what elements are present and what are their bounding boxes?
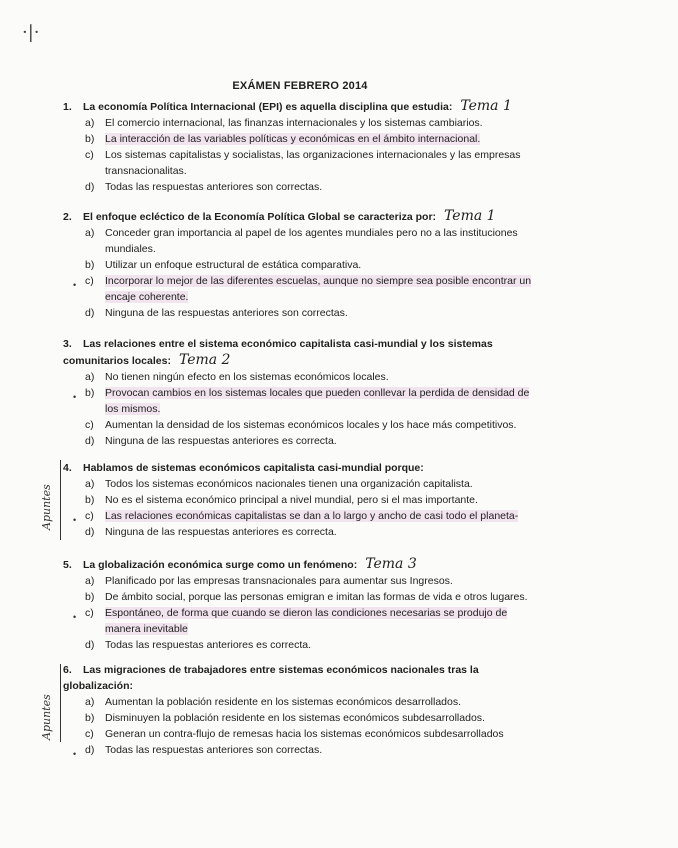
option-text-highlighted: La interacción de las variables políticas y económicas en el ámbito internacional. [105,133,481,145]
question-header [63,208,533,225]
option-d [63,433,533,449]
option-c [63,508,533,524]
question-2 [63,208,533,321]
handwritten-note: Tema 1 [460,98,512,114]
question-number: 4. [63,462,72,474]
corner-handwritten-mark: ·|· [22,22,40,43]
option-a [63,573,533,589]
option-text: Ninguna de las respuestas anteriores es correcta. [105,526,337,538]
option-c [63,147,533,179]
option-b [63,589,533,605]
option-letter: a) [85,117,95,129]
option-a [63,694,533,710]
question-number: 1. [63,101,72,113]
option-letter: a) [85,696,95,708]
option-b [63,131,533,147]
question-number: 5. [63,559,72,571]
option-letter: b) [85,591,95,603]
option-text: No es el sistema económico principal a nivel mundial, pero si el mas importante. [105,494,478,506]
option-b [63,257,533,273]
option-letter: b) [85,712,95,724]
question-4 [63,460,533,540]
option-d [63,524,533,540]
option-a [63,225,533,257]
option-b [63,492,533,508]
option-letter: c) [85,419,94,431]
question-text: Hablamos de sistemas económicos capitalista casi-mundial porque: [83,462,424,474]
question-text: Las migraciones de trabajadores entre sistemas económicos nacionales tras la globalización: [63,664,479,692]
option-text: Utilizar un enfoque estructural de estática comparativa. [105,259,362,271]
option-text: Todas las respuestas anteriores son correctas. [105,744,323,756]
option-text: Los sistemas capitalistas y socialistas, las organizaciones internacionales y las empresas transnacionalitas. [105,149,521,177]
option-text-highlighted: Espontáneo, de forma que cuando se dieron las condiciones necesarias se produjo de manera inevitable [105,607,508,635]
option-text: Generan un contra-flujo de remesas hacia los sistemas económicos subdesarrollados [105,728,504,740]
option-letter: c) [85,149,94,161]
option-text: Conceder gran importancia al papel de los agentes mundiales pero no a las instituciones mundiales. [105,227,518,255]
question-header [63,460,533,476]
option-text-highlighted: Provocan cambios en los sistemas locales que pueden conllevar la perdida de densidad de los mismos. [105,387,530,415]
answer-dot-icon: • [73,612,77,622]
option-c [63,273,533,305]
question-1 [63,98,533,195]
handwritten-note: Tema 1 [444,208,496,224]
option-text: Todas las respuestas anteriores es correcta. [105,639,312,651]
option-d [63,179,533,195]
question-text: Las relaciones entre el sistema económico capitalista casi-mundial y los sistemas comunitarios locales: [63,338,493,367]
option-letter: a) [85,575,95,587]
question-3 [63,336,533,449]
option-text: De ámbito social, porque las personas emigran e imitan las formas de vida e otros lugares. [105,591,528,603]
question-text: El enfoque ecléctico de la Economía Política Global se caracteriza por: [83,211,437,223]
question-number: 2. [63,211,72,223]
option-text: Ninguna de las respuestas anteriores es correcta. [105,435,337,447]
option-d [63,305,533,321]
option-text: Aumentan la densidad de los sistemas económicos locales y los hace más competitivos. [105,419,517,431]
answer-dot-icon: • [73,392,77,402]
option-letter: d) [85,307,95,319]
question-header [63,662,533,694]
answer-dot-icon: • [73,749,77,759]
question-text: La economía Política Internacional (EPI) es aquella disciplina que estudia: [83,101,453,113]
question-6 [63,662,533,758]
option-letter: a) [85,227,95,239]
margin-note: Apuntes [40,484,53,530]
answer-dot-icon: • [73,515,77,525]
option-letter: c) [85,728,94,740]
question-text: La globalización económica surge como un fenómeno: [83,559,358,571]
handwritten-note: Tema 3 [365,556,417,572]
option-letter: c) [85,510,94,522]
question-header [63,336,533,369]
option-text: No tienen ningún efecto en los sistemas económicos locales. [105,371,389,383]
margin-bracket [60,460,61,540]
option-letter: d) [85,435,95,447]
option-letter: b) [85,387,95,399]
margin-bracket [60,664,61,742]
question-5 [63,556,533,653]
option-b [63,710,533,726]
option-letter: c) [85,607,94,619]
option-b [63,385,533,417]
option-c [63,726,533,742]
option-c [63,605,533,637]
option-text: Aumentan la población residente en los sistemas económicos desarrollados. [105,696,462,708]
option-text: Todas las respuestas anteriores son correctas. [105,181,323,193]
option-letter: d) [85,526,95,538]
option-letter: c) [85,275,94,287]
option-letter: a) [85,478,95,490]
option-d [63,742,533,758]
option-a [63,476,533,492]
question-header [63,98,533,115]
option-text-highlighted: Incorporar lo mejor de las diferentes escuelas, aunque no siempre sea posible encontrar un encaje coherente. [105,275,532,303]
option-text: Ninguna de las respuestas anteriores son correctas. [105,307,348,319]
handwritten-note: Tema 2 [178,352,231,368]
option-text: Planificado por las empresas transnacionales para aumentar sus Ingresos. [105,575,453,587]
option-letter: b) [85,494,95,506]
margin-note: Apuntes [40,694,53,740]
option-letter: d) [85,181,95,193]
option-d [63,637,533,653]
option-c [63,417,533,433]
option-text-highlighted: Las relaciones económicas capitalistas se dan a lo largo y ancho de casi todo el planeta- [105,510,519,522]
option-letter: b) [85,133,95,145]
option-a [63,115,533,131]
option-text: Todos los sistemas económicos nacionales tienen una organización capitalista. [105,478,473,490]
question-number: 3. [63,338,72,350]
option-letter: d) [85,639,95,651]
page-title: EXÁMEN FEBRERO 2014 [232,80,368,92]
option-text: El comercio internacional, las finanzas internacionales y los sistemas cambiarios. [105,117,483,129]
option-letter: a) [85,371,95,383]
option-a [63,369,533,385]
answer-dot-icon: • [73,280,77,290]
option-text: Disminuyen la población residente en los sistemas económicos subdesarrollados. [105,712,485,724]
option-letter: d) [85,744,95,756]
question-header [63,556,533,573]
question-number: 6. [63,664,72,676]
option-letter: b) [85,259,95,271]
